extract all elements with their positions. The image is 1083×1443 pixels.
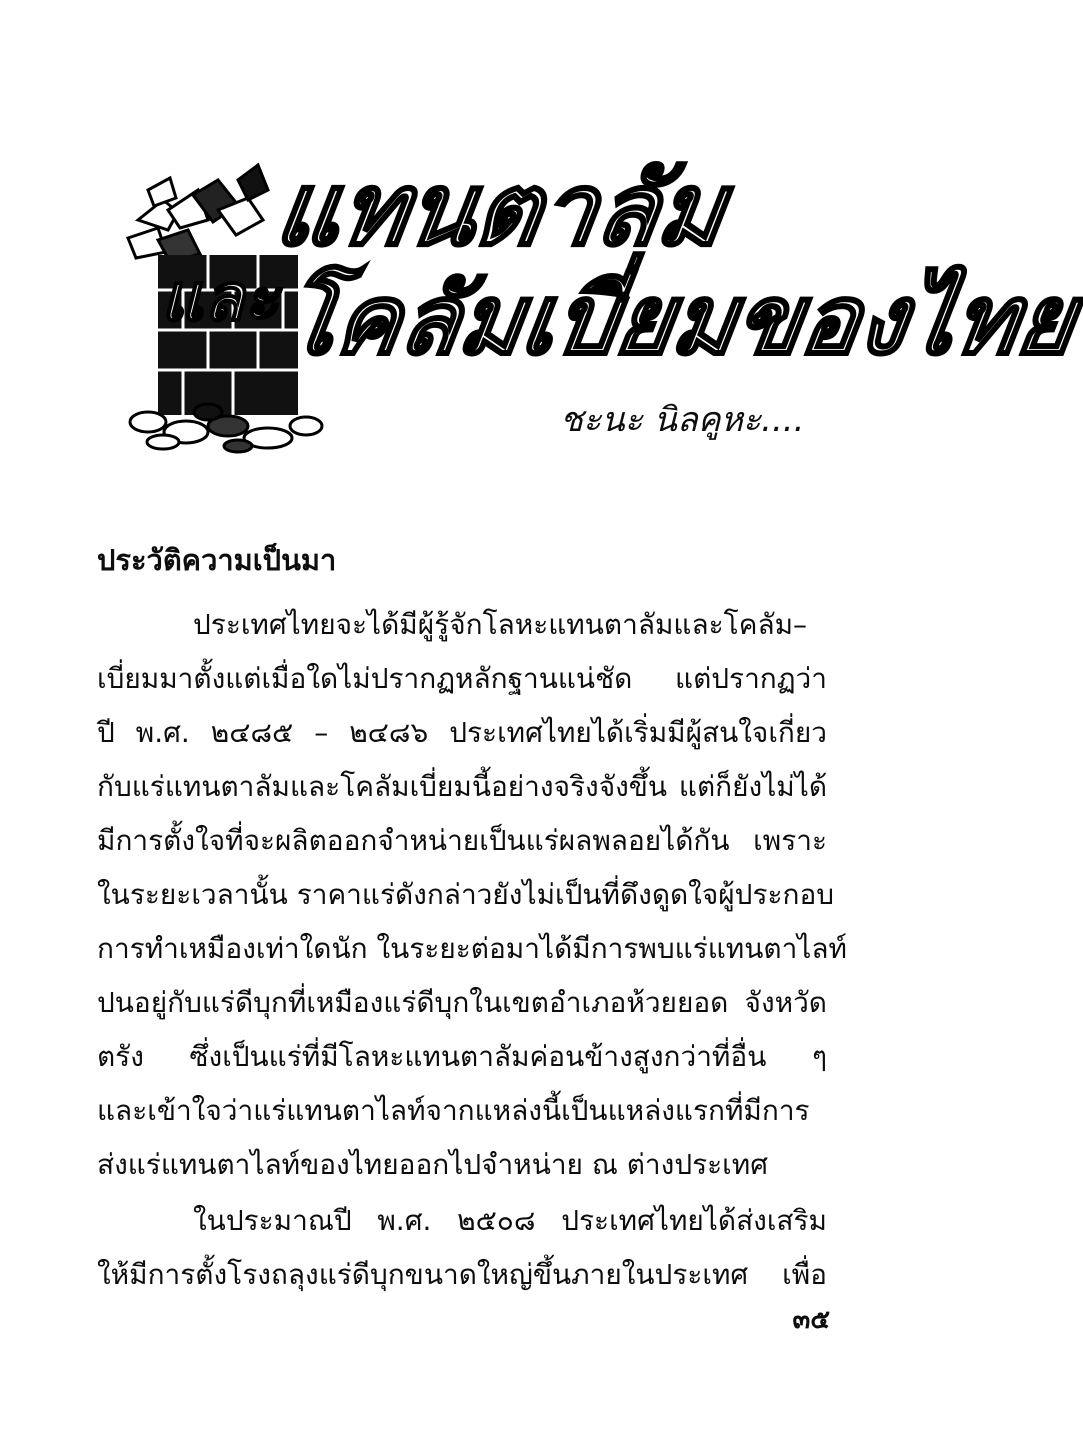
page-number: ๓๕ xyxy=(792,1305,830,1335)
paragraph-line: ปี พ.ศ. ๒๔๘๕ – ๒๔๘๖ ประเทศไทยได้เริ่มมีผู้สนใจเกี่ยว xyxy=(97,716,827,749)
author-byline: ชะนะ นิลคูหะ.... xyxy=(560,400,805,440)
paragraph-line: ในระยะเวลานั้น ราคาแร่ดังกล่าวยังไม่เป็นที่ดึงดูดใจผู้ประกอบ xyxy=(97,878,835,911)
paragraph-line: กับแร่แทนตาลัมและโคลัมเบี่ยมนี้อย่างจริงจังขึ้น แต่ก็ยังไม่ได้ xyxy=(97,770,827,803)
paragraph-line: ในประมาณปี พ.ศ. ๒๕๐๘ ประเทศไทยได้ส่งเสริม xyxy=(193,1204,827,1237)
paragraph-line: ให้มีการตั้งโรงถลุงแร่ดีบุกขนาดใหญ่ขึ้นภายในประเทศ เพื่อ xyxy=(97,1258,827,1291)
paragraph-line: มีการตั้งใจที่จะผลิตออกจำหน่ายเป็นแร่ผลพลอยได้กัน เพราะ xyxy=(97,824,827,857)
paragraph-2 xyxy=(97,1194,827,1302)
title-line-1: แทนตาลัม xyxy=(268,151,733,268)
title-conjunction: และ xyxy=(160,259,280,336)
paragraph-line: เบี่ยมมาตั้งแต่เมื่อใดไม่ปรากฏหลักฐานแน่ชัด แต่ปรากฏว่า xyxy=(97,662,827,695)
section-heading: ประวัติความเป็นมา xyxy=(97,543,337,577)
paragraph-line: และเข้าใจว่าแร่แทนตาไลท์จากแหล่งนี้เป็นแหล่งแรกที่มีการ xyxy=(97,1094,810,1127)
paragraph-line: ตรัง ซึ่งเป็นแร่ที่มีโลหะแทนตาลัมค่อนข้างสูงกว่าที่อื่น ๆ xyxy=(97,1040,827,1073)
paragraph-line: การทำเหมืองเท่าใดนัก ในระยะต่อมาได้มีการพบแร่แทนตาไลท์ xyxy=(97,932,847,965)
paragraph-line: ประเทศไทยจะได้มีผู้รู้จักโลหะแทนตาลัมและโคลัม– xyxy=(193,608,808,641)
paragraph-1 xyxy=(97,598,847,1192)
title-line-2: โคลัมเบี่ยมของไทย xyxy=(277,264,1083,376)
paragraph-line: ส่งแร่แทนตาไลท์ของไทยออกไปจำหน่าย ณ ต่างประเทศ xyxy=(97,1148,768,1181)
ore-rocks-top-icon xyxy=(128,165,268,262)
paragraph-line: ปนอยู่กับแร่ดีบุกที่เหมืองแร่ดีบุกในเขตอำเภอห้วยยอด จังหวัด xyxy=(97,986,827,1019)
